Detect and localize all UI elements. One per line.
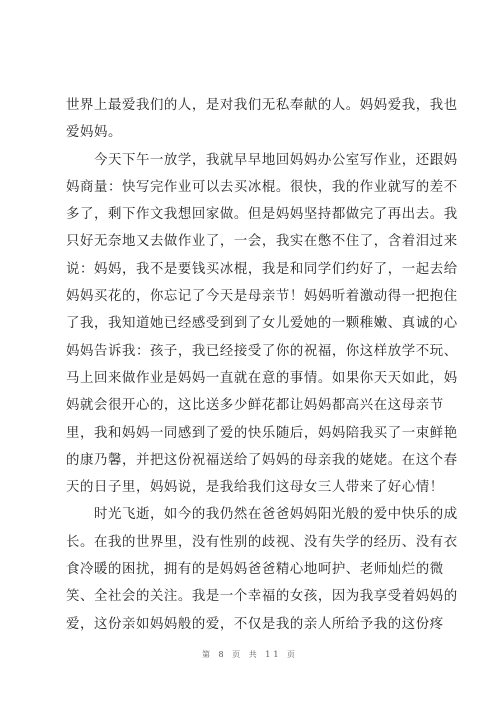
text-line: 妈妈买花的，你忘记了今天是母亲节！妈妈听着激动得一把抱住 — [66, 289, 458, 305]
text-line: 马上回来做作业是妈妈一直就在意的事情。如果你天天如此，妈 — [66, 370, 458, 386]
body-text — [66, 92, 458, 638]
text-line: 爱，这份亲如妈妈般的爱，不仅是我的亲人所给予我的这份疼 — [66, 616, 444, 632]
text-line: 长。在我的世界里，没有性别的歧视、没有失学的经历、没有衣 — [66, 534, 458, 550]
text-line: 多了，剩下作文我想回家做。但是妈妈坚持都做完了再出去。我 — [66, 207, 458, 223]
text-line: 妈商量：快写完作业可以去买冰棍。很快，我的作业就写的差不 — [66, 179, 458, 195]
text-line: 笑、全社会的关注。我是一个幸福的女孩，因为我享受着妈妈的 — [66, 589, 458, 605]
text-line: 爱妈妈。 — [66, 125, 122, 141]
page-number-footer: 第 8 页 共 11 页 — [202, 650, 298, 659]
text-line: 世界上最爱我们的人，是对我们无私奉献的人。妈妈爱我，我也 — [66, 98, 458, 113]
text-line: 的康乃馨，并把这份祝福送给了妈妈的母亲我的姥姥。在这个春 — [66, 452, 458, 468]
text-line: 时光飞逝，如今的我仍然在爸爸妈妈阳光般的爱中快乐的成 — [66, 507, 458, 523]
text-line: 只好无奈地又去做作业了，一会，我实在憋不住了，含着泪过来 — [66, 234, 458, 250]
text-line: 天的日子里，妈妈说，是我给我们这母女三人带来了好心情！ — [66, 480, 444, 496]
text-line: 了我，我知道她已经感受到到了女儿爱她的一颗稚嫩、真诚的心 — [66, 316, 458, 332]
text-line: 妈就会很开心的，这比送多少鲜花都让妈妈都高兴在这母亲节 — [66, 398, 444, 414]
text-line: 食冷暖的困扰，拥有的是妈妈爸爸精心地呵护、老师灿烂的微 — [66, 562, 444, 578]
text-line: 里，我和妈妈一同感到了爱的快乐随后，妈妈陪我买了一束鲜艳 — [66, 425, 458, 441]
text-line: 今天下午一放学，我就早早地回妈妈办公室写作业，还跟妈 — [66, 152, 458, 168]
text-line: 妈妈告诉我：孩子，我已经接受了你的祝福，你这样放学不玩、 — [66, 343, 458, 359]
text-line: 说：妈妈，我不是要钱买冰棍，我是和同学们约好了，一起去给 — [66, 261, 458, 277]
